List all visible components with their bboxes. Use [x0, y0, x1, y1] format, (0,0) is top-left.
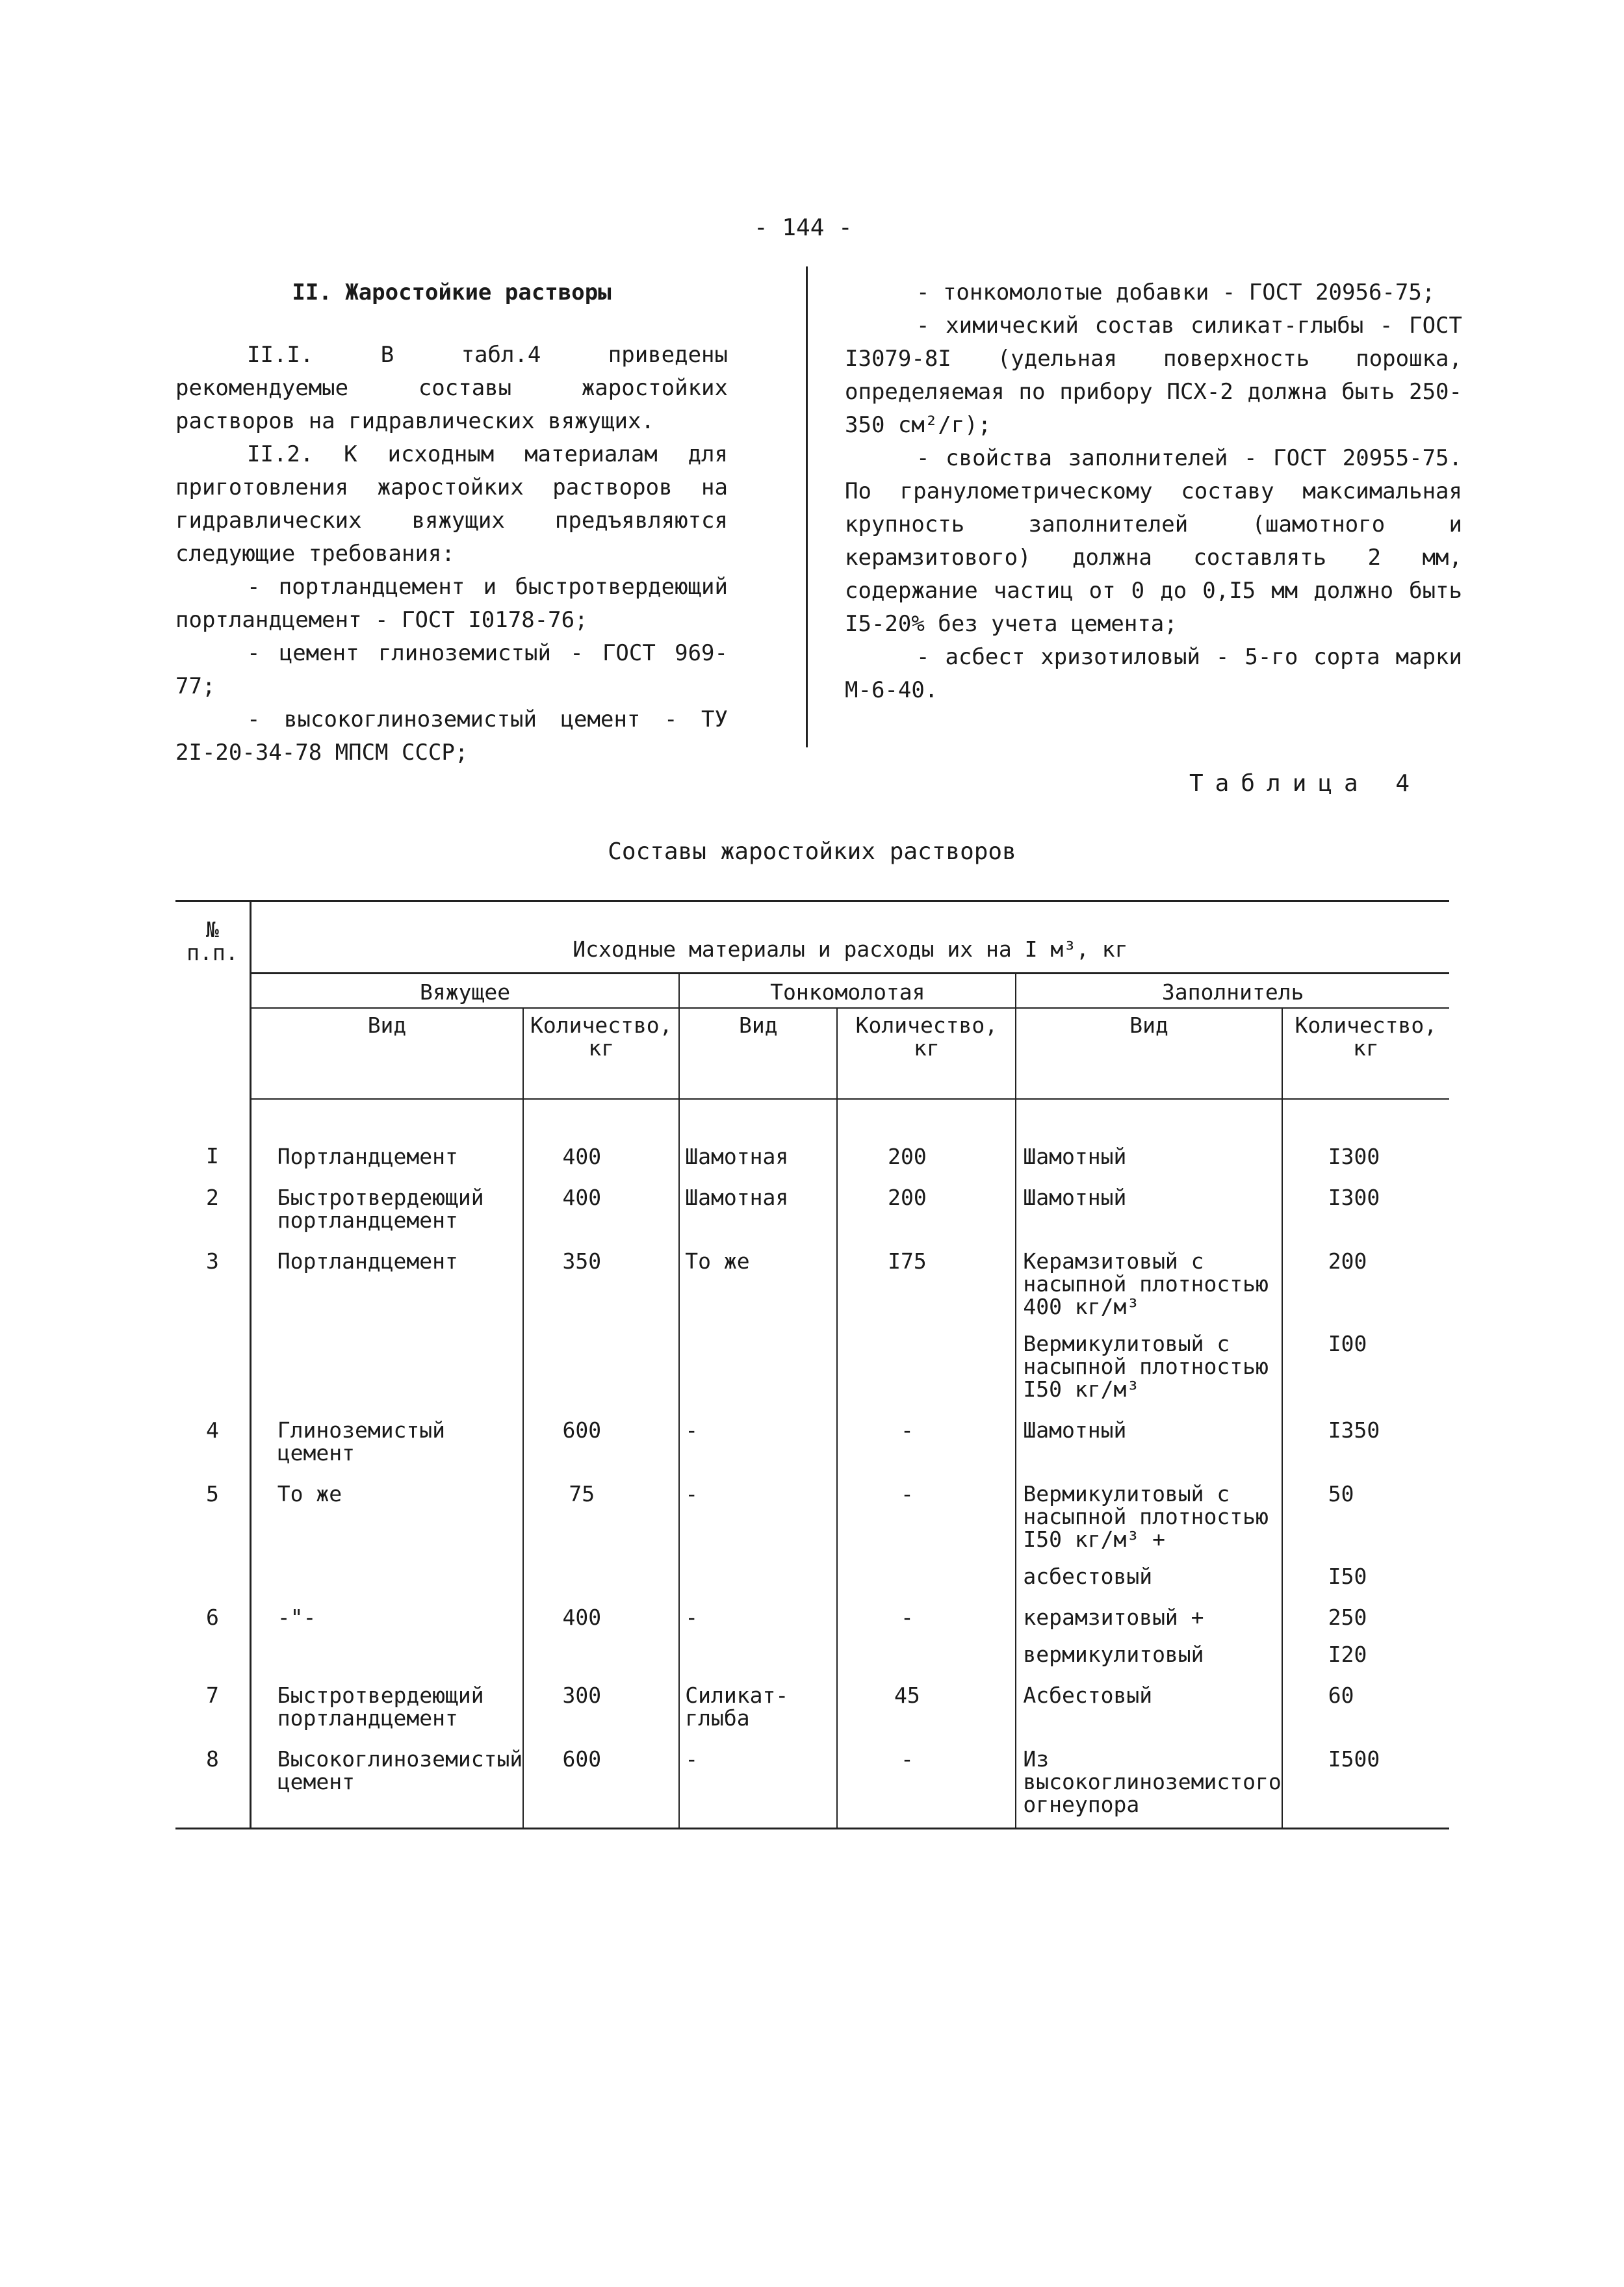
- binder-qty: 350: [523, 1232, 679, 1318]
- paragraph-11-2: II.2. К исходным материалам для приготовления жаростойких растворов на гидравлических вяжущих предъявляются следующие требования:: [175, 441, 728, 567]
- filler-kind: Вермикулитовый с насыпной плотностью I50 кг/м³: [1016, 1318, 1282, 1401]
- table-row: [175, 1232, 1449, 1318]
- additive-kind: -: [679, 1729, 837, 1829]
- binder-qty: 300: [523, 1666, 679, 1729]
- header-additive-qty: Количество, кг: [837, 1008, 1016, 1099]
- left-column: [175, 276, 728, 769]
- filler-kind: вермикулитовый: [1016, 1629, 1282, 1666]
- additive-qty: -: [837, 1729, 1016, 1829]
- table-row: [175, 1588, 1449, 1629]
- column-divider: [806, 266, 808, 747]
- row-number: [175, 1318, 250, 1401]
- filler-qty: I300: [1328, 1185, 1380, 1210]
- binder-qty: 600: [523, 1401, 679, 1464]
- table-row: [175, 1168, 1449, 1232]
- additive-kind: -: [679, 1588, 837, 1629]
- table-label: Таблица 4: [1189, 770, 1422, 797]
- additive-kind: То же: [679, 1232, 837, 1318]
- requirement-high-alumina-cement: - высокоглиноземистый цемент - ТУ 2I-20-34-78 МПСМ СССР;: [175, 706, 728, 766]
- filler-kind: Вермикулитовый с насыпной плотностью I50 кг/м³ +: [1016, 1464, 1282, 1551]
- binder-qty: [523, 1629, 679, 1666]
- additive-qty: [837, 1551, 1016, 1588]
- requirement-fine-additives: - тонкомолотые добавки - ГОСТ 20956-75;: [916, 279, 1436, 305]
- filler-kind: Из высокоглиноземистого огнеупора: [1016, 1729, 1282, 1829]
- table-title: Составы жаростойких растворов: [608, 838, 1016, 865]
- binder-kind: Быстротвердеющий портландцемент: [250, 1168, 523, 1232]
- filler-qty: I300: [1328, 1144, 1380, 1169]
- binder-kind: То же: [250, 1464, 523, 1551]
- table-row: [175, 1318, 1449, 1401]
- table-row: [175, 1551, 1449, 1588]
- additive-kind: -: [679, 1401, 837, 1464]
- binder-kind: Портландцемент: [250, 1099, 523, 1168]
- row-number: [175, 1551, 250, 1588]
- requirement-portland-cement: - портландцемент и быстротвердеющий портландцемент - ГОСТ I0178-76;: [175, 574, 728, 633]
- requirement-fillers: - свойства заполнителей - ГОСТ 20955-75. По гранулометрическому составу максимальная крупность заполнителей (шамотного и керамзитового) должна составлять 2 мм, содержание частиц от 0 до 0,I5 мм должно быть I5-20% без учета цемента;: [845, 445, 1462, 637]
- binder-kind: -"-: [250, 1588, 523, 1629]
- requirement-alumina-cement: - цемент глиноземистый - ГОСТ 969-77;: [175, 640, 728, 699]
- header-binder: Вяжущее: [250, 974, 679, 1009]
- additive-qty: -: [837, 1464, 1016, 1551]
- header-binder-qty: Количество, кг: [523, 1008, 679, 1099]
- filler-kind: Асбестовый: [1016, 1666, 1282, 1729]
- binder-kind: [250, 1551, 523, 1588]
- binder-qty: 75: [523, 1464, 679, 1551]
- table-row: [175, 1666, 1449, 1729]
- binder-kind: Портландцемент: [250, 1232, 523, 1318]
- filler-kind: Керамзитовый с насыпной плотностью 400 кг/м³: [1016, 1232, 1282, 1318]
- filler-kind: асбестовый: [1016, 1551, 1282, 1588]
- filler-kind: Шамотный: [1016, 1401, 1282, 1464]
- filler-qty: I350: [1328, 1417, 1380, 1443]
- page-number: - 144 -: [754, 214, 853, 241]
- table-row: [175, 1464, 1449, 1551]
- row-number: 4: [175, 1401, 250, 1464]
- paragraph-11-1: II.I. В табл.4 приведены рекомендуемые составы жаростойких растворов на гидравлических вяжущих.: [175, 342, 728, 434]
- filler-qty: I50: [1328, 1564, 1367, 1589]
- additive-qty: -: [837, 1588, 1016, 1629]
- header-filler: Заполнитель: [1016, 974, 1449, 1009]
- row-number: 3: [175, 1232, 250, 1318]
- table-row: [175, 1401, 1449, 1464]
- compositions-table: [175, 900, 1449, 1829]
- header-binder-kind: Вид: [250, 1008, 523, 1099]
- additive-qty: [837, 1318, 1016, 1401]
- additive-kind: Силикат-глыба: [679, 1666, 837, 1729]
- filler-qty: I500: [1282, 1729, 1449, 1829]
- additive-kind: [679, 1629, 837, 1666]
- filler-qty: 60: [1328, 1683, 1354, 1708]
- additive-qty: -: [837, 1401, 1016, 1464]
- row-number: 2: [175, 1168, 250, 1232]
- filler-qty: 250: [1328, 1605, 1367, 1630]
- filler-qty: I20: [1328, 1642, 1367, 1667]
- additive-kind: Шамотная: [679, 1099, 837, 1168]
- additive-qty: I75: [837, 1232, 1016, 1318]
- binder-kind: Высокоглиноземистый цемент: [250, 1729, 523, 1829]
- row-number: 5: [175, 1464, 250, 1551]
- table-row: [175, 1729, 1449, 1829]
- additive-qty: 200: [837, 1099, 1016, 1168]
- additive-kind: [679, 1318, 837, 1401]
- row-number: 7: [175, 1666, 250, 1729]
- header-filler-kind: Вид: [1016, 1008, 1282, 1099]
- header-main: Исходные материалы и расходы их на I м³, кг: [250, 901, 1449, 974]
- binder-qty: 400: [523, 1168, 679, 1232]
- right-column: [845, 276, 1462, 707]
- header-filler-qty: Количество, кг: [1282, 1008, 1449, 1099]
- filler-qty: 200: [1328, 1248, 1367, 1274]
- row-number: [175, 1629, 250, 1666]
- filler-qty: I00: [1328, 1331, 1367, 1356]
- binder-qty: 400: [523, 1588, 679, 1629]
- header-additive-kind: Вид: [679, 1008, 837, 1099]
- requirement-asbestos: - асбест хризотиловый - 5-го сорта марки М-6-40.: [845, 644, 1462, 703]
- additive-kind: -: [679, 1464, 837, 1551]
- filler-kind: Шамотный: [1016, 1168, 1282, 1232]
- section-title: II. Жаростойкие растворы: [292, 279, 612, 305]
- binder-qty: 400: [523, 1099, 679, 1168]
- additive-kind: Шамотная: [679, 1168, 837, 1232]
- header-num: № п.п.: [175, 901, 250, 1100]
- row-number: 6: [175, 1588, 250, 1629]
- binder-kind: Глиноземистый цемент: [250, 1401, 523, 1464]
- additive-qty: 200: [837, 1168, 1016, 1232]
- row-number: I: [175, 1099, 250, 1168]
- requirement-silicate-lump: - химический состав силикат-глыбы - ГОСТ I3079-8I (удельная поверхность порошка, определяемая по прибору ПСХ-2 должна быть 250-350 см²/г);: [845, 313, 1462, 438]
- row-number: 8: [175, 1729, 250, 1829]
- binder-qty: [523, 1318, 679, 1401]
- binder-qty: 600: [523, 1729, 679, 1829]
- additive-qty: 45: [837, 1666, 1016, 1729]
- table-row: [175, 1099, 1449, 1168]
- table-row: [175, 1629, 1449, 1666]
- filler-qty: 50: [1328, 1481, 1354, 1506]
- binder-kind: Быстротвердеющий портландцемент: [250, 1666, 523, 1729]
- binder-kind: [250, 1629, 523, 1666]
- binder-qty: [523, 1551, 679, 1588]
- additive-qty: [837, 1629, 1016, 1666]
- additive-kind: [679, 1551, 837, 1588]
- filler-kind: Шамотный: [1016, 1099, 1282, 1168]
- binder-kind: [250, 1318, 523, 1401]
- header-additive: Тонкомолотая: [679, 974, 1016, 1009]
- filler-kind: керамзитовый +: [1016, 1588, 1282, 1629]
